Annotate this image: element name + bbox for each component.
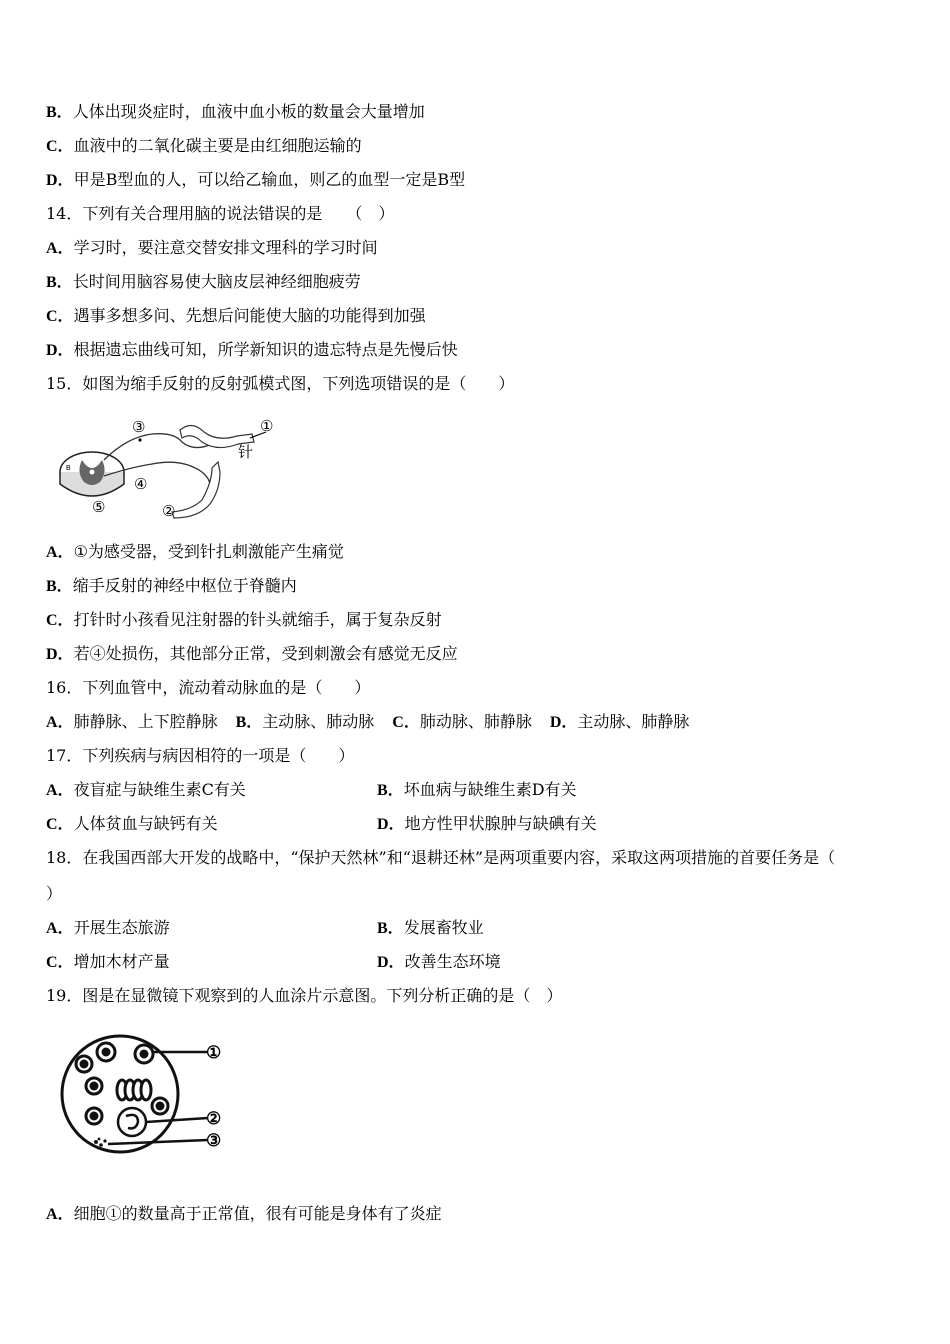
option-text: 主动脉、肺动脉 <box>262 712 375 731</box>
q17-option-d <box>377 814 597 835</box>
option-letter: C． <box>46 612 74 629</box>
spinal-cord-section <box>60 452 124 496</box>
q19-stem: 19．图是在显微镜下观察到的人血涂片示意图。下列分析正确的是（ ） <box>46 986 563 1005</box>
q17-option-a <box>46 780 246 801</box>
label-2: ② <box>162 502 176 520</box>
option-text: 甲是B型血的人，可以给乙输血，则乙的血型一定是B型 <box>73 170 466 189</box>
option-text: 长时间用脑容易使大脑皮层神经细胞疲劳 <box>72 272 361 291</box>
option-text: 血液中的二氧化碳主要是由红细胞运输的 <box>73 136 362 155</box>
q14-option-c <box>46 306 426 327</box>
option-letter: C． <box>392 714 420 731</box>
q14-stem: 14．下列有关合理用脑的说法错误的是 （ ） <box>46 204 395 223</box>
label-4: ④ <box>134 475 148 493</box>
needle-label: 针 <box>238 443 254 461</box>
q16-option-b <box>236 712 375 731</box>
option-letter: A． <box>46 1206 74 1223</box>
option-letter: B． <box>46 274 73 291</box>
option-letter: D． <box>549 714 578 731</box>
q14-option-d <box>46 340 458 361</box>
option-text: 细胞①的数量高于正常值，很有可能是身体有了炎症 <box>73 1204 442 1223</box>
option-letter: B． <box>377 782 404 799</box>
option-letter: C． <box>46 138 74 155</box>
option-text: 坏血病与缺维生素D有关 <box>403 780 577 799</box>
option-letter: D． <box>46 646 74 663</box>
q18-option-b <box>377 918 484 939</box>
label-2: ② <box>206 1109 222 1129</box>
q13-option-b <box>46 102 425 123</box>
q18-option-c <box>46 952 170 973</box>
q15-option-c <box>46 610 442 631</box>
option-letter: C． <box>46 954 74 971</box>
option-text: 人体出现炎症时，血液中血小板的数量会大量增加 <box>72 102 425 121</box>
option-text: 学习时，要注意交替安排文理科的学习时间 <box>73 238 378 257</box>
option-letter: D． <box>46 172 74 189</box>
q17-stem: 17．下列疾病与病因相符的一项是（ ） <box>46 746 355 765</box>
svg-text:B: B <box>66 465 71 472</box>
option-text: 缩手反射的神经中枢位于脊髓内 <box>72 576 297 595</box>
option-text: 地方性甲状腺肿与缺碘有关 <box>404 814 597 833</box>
q14-option-b <box>46 272 361 293</box>
option-letter: A． <box>46 782 74 799</box>
option-text: 打针时小孩看见注射器的针头就缩手，属于复杂反射 <box>73 610 442 629</box>
q18-stem-cont: ） <box>46 884 63 903</box>
option-text: 遇事多想多问、先想后问能使大脑的功能得到加强 <box>73 306 426 325</box>
q15-option-d <box>46 644 458 665</box>
q15-option-b <box>46 576 297 597</box>
option-letter: A． <box>46 544 74 561</box>
option-text: 根据遗忘曲线可知，所学新知识的遗忘特点是先慢后快 <box>73 340 458 359</box>
q18-option-d <box>377 952 501 973</box>
option-text: 肺动脉、肺静脉 <box>419 712 532 731</box>
option-text: 人体贫血与缺钙有关 <box>73 814 218 833</box>
q13-option-d <box>46 170 465 191</box>
q15-option-a <box>46 542 344 563</box>
label-1: ① <box>260 417 274 435</box>
q19-option-a <box>46 1204 442 1225</box>
ganglion <box>138 438 141 441</box>
option-text: ①为感受器，受到针扎刺激能产生痛觉 <box>73 542 344 561</box>
option-letter: B． <box>235 714 263 731</box>
q13-option-c <box>46 136 362 157</box>
option-letter: B． <box>377 920 404 937</box>
option-letter: B． <box>46 104 73 121</box>
option-text: 夜盲症与缺维生素C有关 <box>73 780 246 799</box>
option-letter: A． <box>46 714 74 731</box>
q16-options-row <box>46 712 689 733</box>
option-text: 肺静脉、上下腔静脉 <box>73 712 218 731</box>
label-1: ① <box>206 1043 222 1063</box>
option-letter: B． <box>46 578 73 595</box>
q16-stem: 16．下列血管中，流动着动脉血的是（ ） <box>46 678 371 697</box>
blood-smear-figure <box>48 1018 248 1168</box>
option-letter: D． <box>46 342 74 359</box>
q18-stem: 18．在我国西部大开发的战略中，“保护天然林”和“退耕还林”是两项重要内容，采取这两项措施的首要任务是（ <box>46 848 836 867</box>
q17-option-c <box>46 814 218 835</box>
q16-option-d <box>550 712 690 731</box>
option-text: 开展生态旅游 <box>73 918 170 937</box>
option-letter: A． <box>46 920 74 937</box>
option-letter: D． <box>377 816 405 833</box>
option-letter: D． <box>377 954 405 971</box>
white-blood-cell <box>118 1108 146 1136</box>
option-text: 若④处损伤，其他部分正常，受到刺激会有感觉无反应 <box>73 644 458 663</box>
option-text: 发展畜牧业 <box>403 918 484 937</box>
label-3: ③ <box>206 1131 222 1151</box>
option-text: 改善生态环境 <box>404 952 501 971</box>
q18-option-a <box>46 918 170 939</box>
lower-arm <box>172 462 220 518</box>
option-text: 增加木材产量 <box>73 952 170 971</box>
option-letter: A． <box>46 240 74 257</box>
q14-option-a <box>46 238 378 259</box>
q16-option-c <box>392 712 532 731</box>
q16-option-a <box>46 712 218 731</box>
option-letter: C． <box>46 308 74 325</box>
option-letter: C． <box>46 816 74 833</box>
q17-option-b <box>377 780 577 801</box>
option-text: 主动脉、肺静脉 <box>577 712 690 731</box>
label-5: ⑤ <box>92 498 106 516</box>
reflex-arc-figure <box>52 412 284 522</box>
label-3: ③ <box>132 418 146 436</box>
q15-stem: 15．如图为缩手反射的反射弧模式图，下列选项错误的是（ ） <box>46 374 515 393</box>
